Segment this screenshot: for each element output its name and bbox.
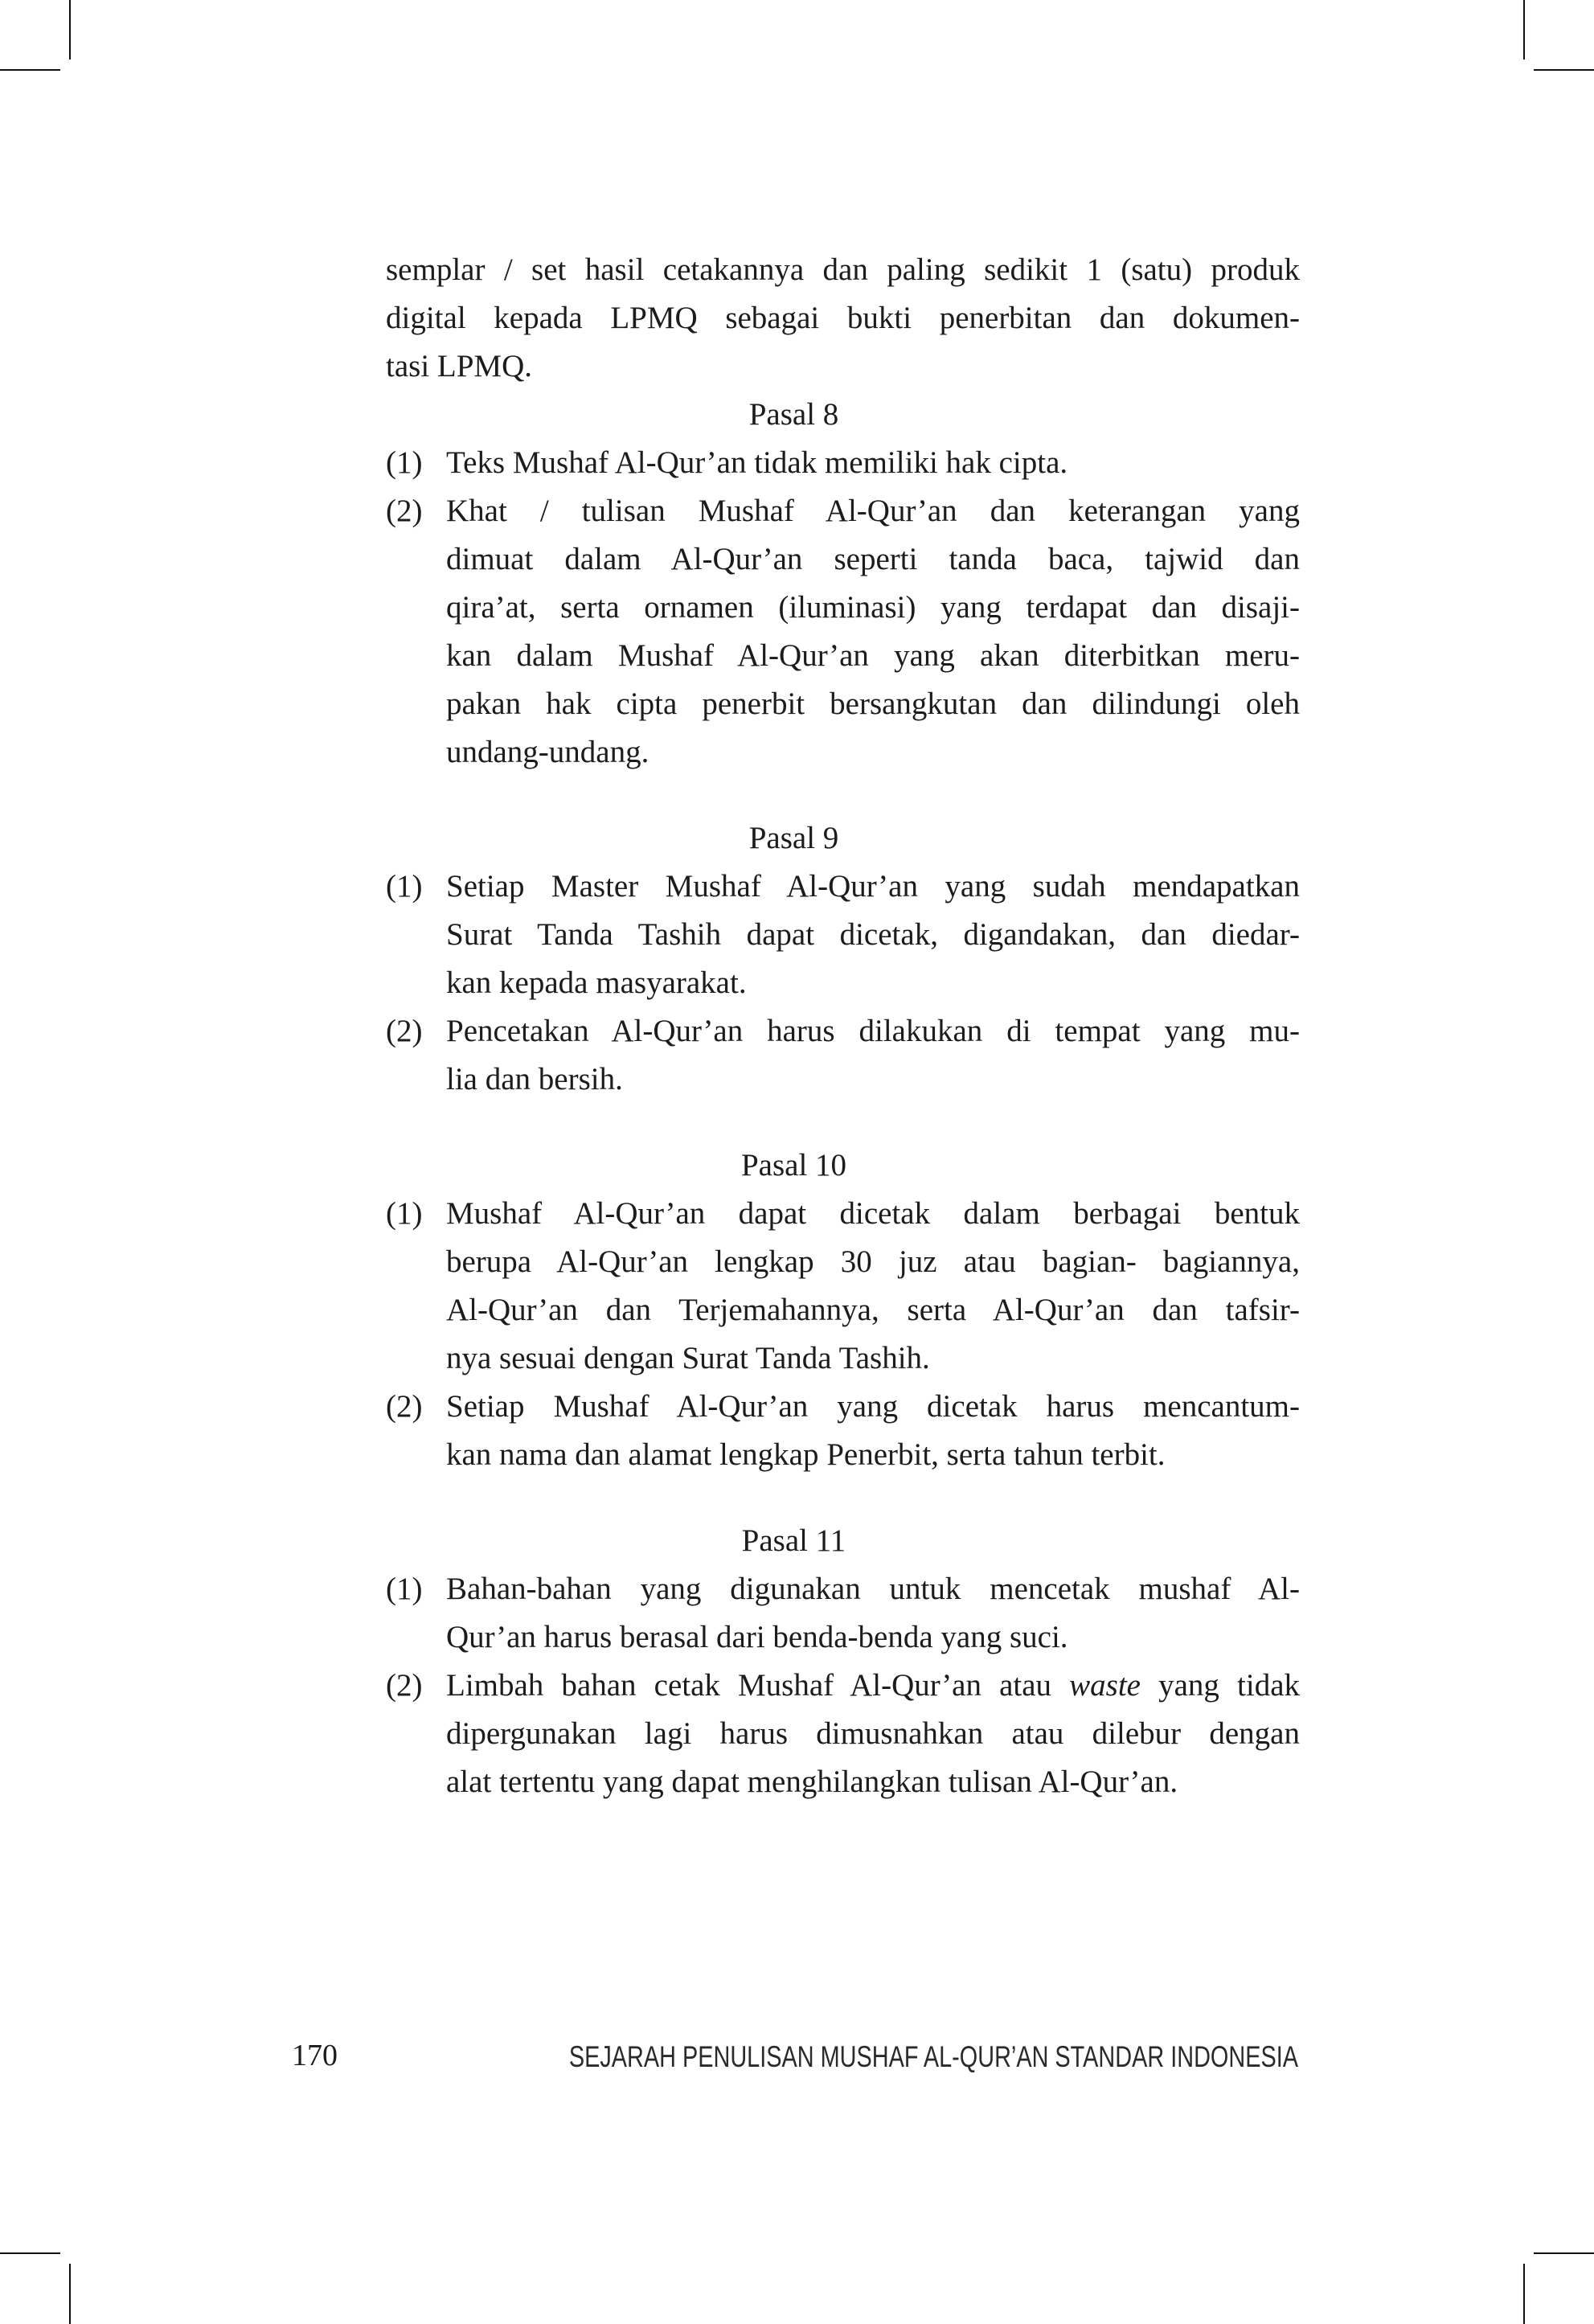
text-line: qira’at, serta ornamen (iluminasi) yang terdapat dan disaji-	[446, 590, 1300, 625]
crop-mark-top-right-vertical	[1523, 0, 1525, 59]
text-line: digital kepada LPMQ sebagai bukti penerbitan dan dokumen-	[386, 301, 1300, 335]
page-number: 170	[292, 2039, 338, 2072]
text-line: Al-Qur’an dan Terjemahannya, serta Al-Qur’an dan tafsir-	[446, 1293, 1300, 1327]
text-line: kan kepada masyarakat.	[446, 965, 747, 1000]
section-pasal-9	[386, 814, 1300, 1104]
numbered-item	[386, 1565, 1300, 1662]
text-line: nya sesuai dengan Surat Tanda Tashih.	[446, 1341, 930, 1375]
numbered-item	[386, 1007, 1300, 1104]
text-line: Surat Tanda Tashih dapat dicetak, digandakan, dan diedar-	[446, 917, 1300, 952]
text-line: Teks Mushaf Al-Qur’an tidak memiliki hak cipta.	[446, 445, 1068, 480]
section-heading: Pasal 8	[748, 397, 839, 432]
text-line: Pencetakan Al-Qur’an harus dilakukan di tempat yang mu-	[446, 1014, 1300, 1048]
text-block	[386, 246, 1300, 1806]
item-number: (1)	[386, 1196, 423, 1231]
numbered-item	[386, 1383, 1300, 1479]
text-line: berupa Al-Qur’an lengkap 30 juz atau bagian- bagiannya,	[446, 1244, 1300, 1279]
crop-mark-bottom-left-vertical	[69, 2264, 71, 2324]
text-line: Setiap Master Mushaf Al-Qur’an yang sudah mendapatkan	[446, 869, 1300, 904]
text-line: alat tertentu yang dapat menghilangkan tulisan Al-Qur’an.	[446, 1765, 1178, 1799]
text-segment: yang tidak	[1141, 1668, 1300, 1703]
numbered-item	[386, 439, 1300, 487]
item-number: (1)	[386, 869, 423, 904]
italic-term: waste	[1069, 1668, 1141, 1703]
section-pasal-8	[386, 391, 1300, 777]
text-line: kan nama dan alamat lengkap Penerbit, serta tahun terbit.	[446, 1437, 1166, 1472]
pasal-sections	[386, 391, 1300, 1806]
text-line: lia dan bersih.	[446, 1062, 623, 1096]
numbered-item	[386, 487, 1300, 777]
section-heading: Pasal 11	[741, 1523, 846, 1558]
crop-mark-bottom-left-horizontal	[0, 2252, 60, 2254]
text-line: semplar / set hasil cetakannya dan paling sedikit 1 (satu) produk	[386, 252, 1300, 287]
section-pasal-10	[386, 1142, 1300, 1479]
text-line: Qur’an harus berasal dari benda-benda yang suci.	[446, 1620, 1068, 1654]
intro-paragraph	[386, 246, 1300, 391]
text-line: Bahan-bahan yang digunakan untuk mencetak mushaf Al-	[446, 1572, 1300, 1606]
item-number: (2)	[386, 494, 423, 528]
text-line: dipergunakan lagi harus dimusnahkan atau dilebur dengan	[446, 1716, 1300, 1751]
text-line: pakan hak cipta penerbit bersangkutan dan dilindungi oleh	[446, 687, 1300, 721]
section-heading: Pasal 9	[748, 821, 839, 855]
text-segment: Limbah bahan cetak Mushaf Al-Qur’an atau	[446, 1668, 1070, 1703]
numbered-item	[386, 863, 1300, 1007]
text-line: dimuat dalam Al-Qur’an seperti tanda baca, tajwid dan	[446, 542, 1300, 576]
item-number: (2)	[386, 1668, 423, 1703]
item-number: (2)	[386, 1014, 423, 1048]
section-heading: Pasal 10	[740, 1148, 847, 1182]
text-line: Mushaf Al-Qur’an dapat dicetak dalam berbagai bentuk	[446, 1196, 1300, 1231]
crop-mark-top-left-horizontal	[0, 69, 60, 71]
text-line: Setiap Mushaf Al-Qur’an yang dicetak harus mencantum-	[446, 1389, 1300, 1424]
crop-mark-bottom-right-horizontal	[1534, 2252, 1594, 2254]
running-title: SEJARAH PENULISAN MUSHAF AL-QUR’AN STANDAR INDONESIA	[568, 2040, 1298, 2073]
text-line: kan dalam Mushaf Al-Qur’an yang akan diterbitkan meru-	[446, 638, 1300, 673]
text-line	[446, 1662, 1300, 1710]
item-number: (2)	[386, 1389, 423, 1424]
section-pasal-11	[386, 1517, 1300, 1806]
text-line: undang-undang.	[446, 735, 649, 769]
text-line: tasi LPMQ.	[386, 349, 533, 383]
crop-mark-top-right-horizontal	[1534, 69, 1594, 71]
item-number: (1)	[386, 1572, 423, 1606]
text-line: Khat / tulisan Mushaf Al-Qur’an dan keterangan yang	[446, 494, 1300, 528]
item-number: (1)	[386, 445, 423, 480]
numbered-item	[386, 1190, 1300, 1383]
crop-mark-bottom-right-vertical	[1523, 2264, 1525, 2324]
numbered-item	[386, 1662, 1300, 1806]
crop-mark-top-left-vertical	[69, 0, 71, 59]
